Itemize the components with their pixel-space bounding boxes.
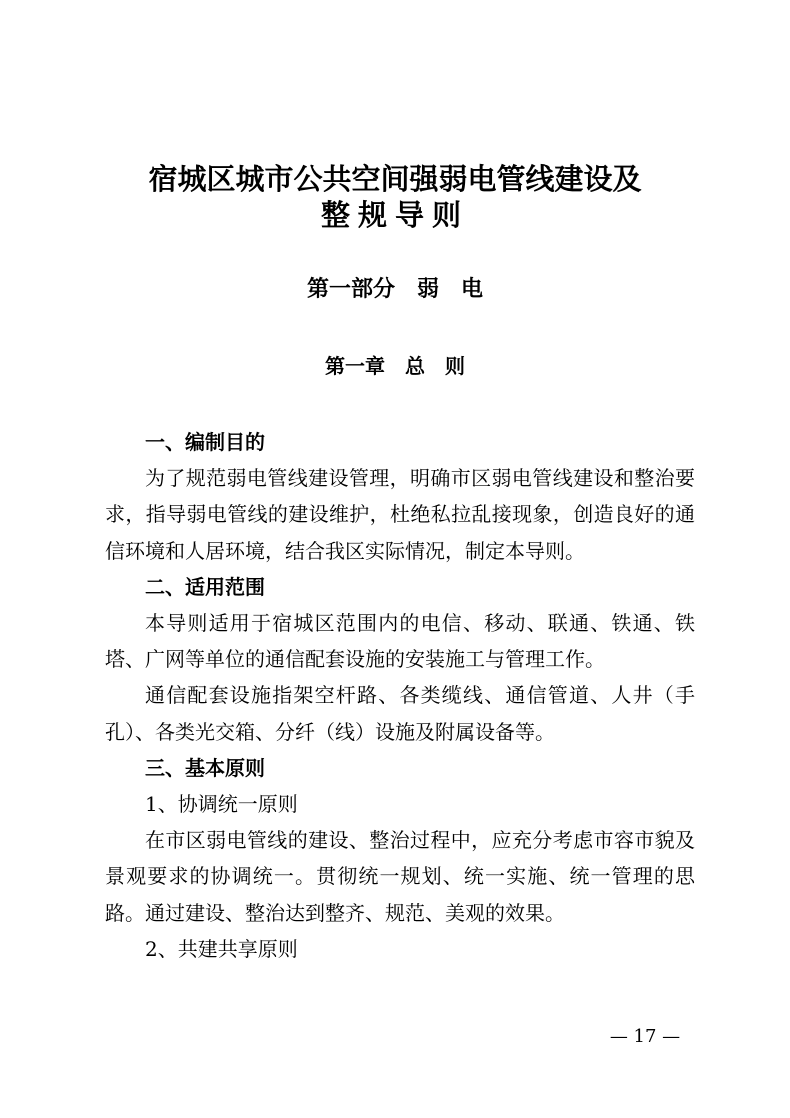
page-number: — 17 — xyxy=(609,1026,681,1047)
paragraph-scope: 本导则适用于宿城区范围内的电信、移动、联通、铁通、铁塔、广网等单位的通信配套设施的安装施工与管理工作。 xyxy=(105,611,695,672)
subheading-coordination: 1、协调统一原则 xyxy=(145,792,298,817)
section-heading-purpose: 一、编制目的 xyxy=(145,430,265,454)
paragraph-purpose: 为了规范弱电管线建设管理，明确市区弱电管线建设和整治要求，指导弱电管线的建设维护，杜绝私拉乱接现象，创造良好的通信环境和人居环境，结合我区实际情况，制定本导则。 xyxy=(105,466,695,563)
paragraph-coordination: 在市区弱电管线的建设、整治过程中，应充分考虑市容市貌及景观要求的协调统一。贯彻统一规划、统一实施、统一管理的思路。通过建设、整治达到整齐、规范、美观的效果。 xyxy=(105,828,695,925)
chapter-title: 第一章 总 则 xyxy=(325,354,465,378)
subheading-co-construction: 2、共建共享原则 xyxy=(145,936,298,961)
document-title-line-1: 宿城区城市公共空间强弱电管线建设及 xyxy=(148,162,642,196)
section-heading-principles: 三、基本原则 xyxy=(145,755,265,780)
section-heading-scope: 二、适用范围 xyxy=(145,574,265,599)
part-title: 第一部分 弱 电 xyxy=(306,277,483,302)
paragraph-facilities: 通信配套设施指架空杆路、各类缆线、通信管道、人井（手孔）、各类光交箱、分纤（线）设施及附属设备等。 xyxy=(105,683,695,744)
document-title-line-2: 整规导则 xyxy=(320,198,469,232)
document-body xyxy=(105,424,695,967)
